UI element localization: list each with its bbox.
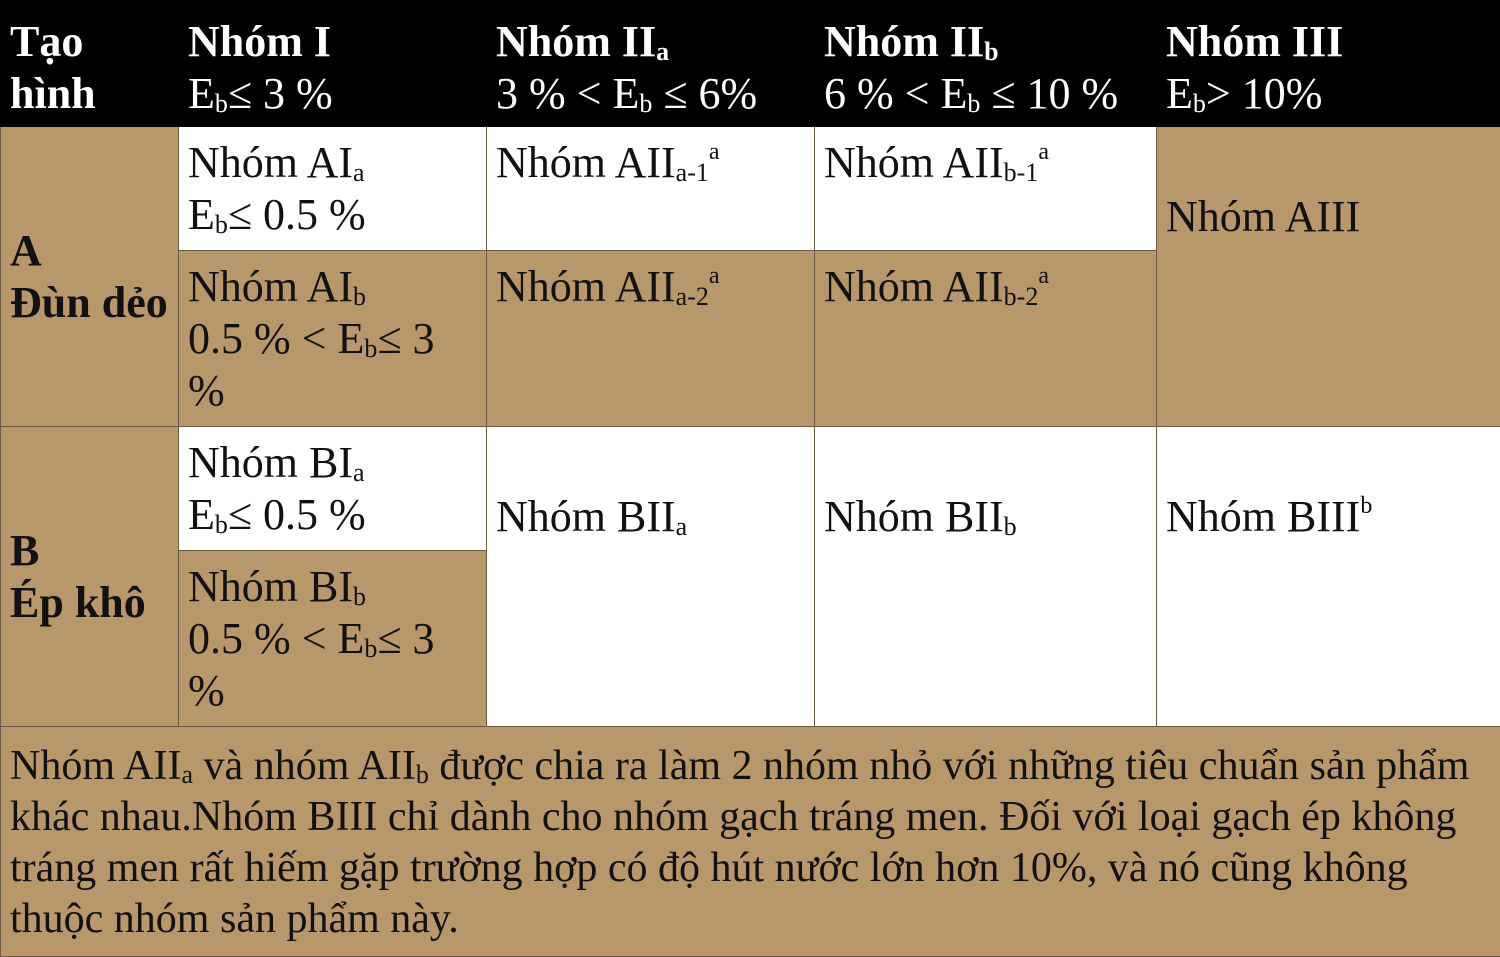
cell-aii-b2: Nhóm $AII_{b-2}^a$ [815, 251, 1157, 427]
cell-aiii: Nhóm AIII [1157, 127, 1500, 427]
row-b1 [1, 427, 1500, 551]
footnote: Nhóm $AII_a$ và nhóm $AII_b$ được chia ra làm 2 nhóm nhỏ với những tiêu chuẩn sản phẩm khác nhau.Nhóm BIII chỉ dành cho nhóm gạch tráng men. Đối với loại gạch ép không tráng men rất hiếm gặp trường hợp có độ hút nước lớn hơn 10%, và nó cũng không thuộc nhóm sản phẩm này. [1, 727, 1500, 957]
header-row [1, 1, 1500, 127]
row-head-b: B Ép khô [1, 427, 179, 727]
cell-aii-a2: Nhóm $AII_{a-2}^a$ [487, 251, 815, 427]
row-a1 [1, 127, 1500, 251]
header-group-iia: Nhóm $II_a$ 3 % < $E_b \le 6\%$ [487, 1, 815, 127]
cell-ai-b: Nhóm $AI_b$ 0.5 % < $E_b\le 3$ % [179, 251, 487, 427]
cell-bi-a: Nhóm $BI_a$ $E_b\le 0.5$ % [179, 427, 487, 551]
cell-bii-b: Nhóm $BII_b$ [815, 427, 1157, 727]
header-group-i: Nhóm I $E_b\le 3$ % [179, 1, 487, 127]
cell-bi-b: Nhóm $BI_b$ 0.5 % < $E_b\le 3$ % [179, 551, 487, 727]
cell-bii-a: Nhóm $BII_a$ [487, 427, 815, 727]
header-group-iib: Nhóm $II_b$ 6 % < $E_b \le 10$ % [815, 1, 1157, 127]
header-forming: Tạo hình [1, 1, 179, 127]
cell-aii-a1: Nhóm $AII_{a-1}^a$ [487, 127, 815, 251]
cell-aii-b1: Nhóm $AII_{b-1}^a$ [815, 127, 1157, 251]
cell-biii: Nhóm BIII$^b$ [1157, 427, 1500, 727]
header-group-iii: Nhóm III $E_b> 10\%$ [1157, 1, 1500, 127]
note-row [1, 727, 1500, 957]
row-head-a: A Đùn dẻo [1, 127, 179, 427]
cell-ai-a: Nhóm $AI_a$ $E_b\le 0.5$ % [179, 127, 487, 251]
